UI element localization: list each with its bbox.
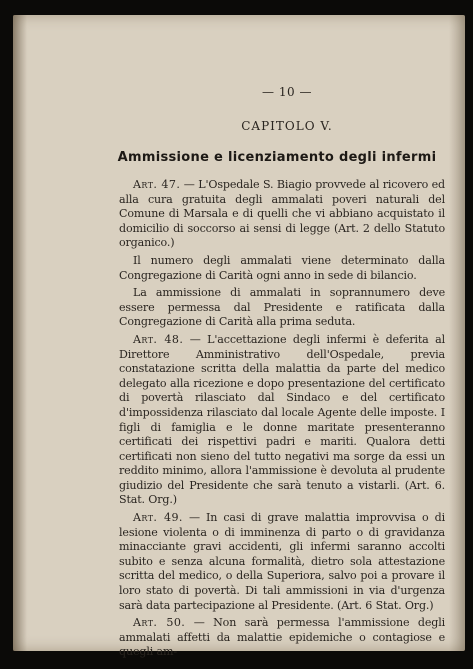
paragraph-text: Il numero degli ammalati viene determinato dalla Congregazione di Carità ogni anno in sede di bilancio. <box>119 253 445 282</box>
article-number: Art. 49. <box>133 511 183 525</box>
paragraph-text: — Non sarà permessa l'ammissione degli ammalati affetti da malattie epidemiche o contagiose e quegli am- <box>119 616 445 659</box>
paragraph-art-50 <box>119 616 445 660</box>
page-content <box>119 85 445 663</box>
paragraph-supernumerary <box>119 286 445 330</box>
paragraph-art-49 <box>119 511 445 613</box>
paragraph-text: — L'Ospedale S. Biagio provvede al ricovero ed alla cura gratuita degli ammalati poveri naturali del Comune di Marsala e di quelli che vi abbiano acquistato il domicilio di soccorso ai sensi di legge (Art. 2 dello Statuto organico.) <box>119 178 445 250</box>
paragraph-text: La ammissione di ammalati in soprannumero deve essere permessa dal Presidente e ratificata dalla Congregazione di Carità alla prima seduta. <box>119 286 445 329</box>
book-page <box>13 15 465 659</box>
paragraph-art-47 <box>119 178 445 251</box>
article-number: Art. 47. <box>133 178 181 191</box>
article-number: Art. 50. <box>133 616 186 630</box>
paragraph-number-of-patients <box>119 254 445 283</box>
paragraph-text: — L'accettazione degli infermi è deferita al Direttore Amministrativo dell'Ospedale, previa constatazione scritta della malattia da parte del medico delegato alla ricezione e dopo presentazione del certificato di povertà rilasciato dal Sindaco e del certificato d'impossidenza rilasciato dal locale Agente delle imposte. I figli di famiglia e le donne maritate presenteranno certificati dei rispettivi padri e mariti. Qualora detti certificati non sieno del tutto negativi ma sorge da essi un reddito minimo, allora l'ammissione è devoluta al prudente giudizio del Presidente che sarà tenuto a vistarli. (Art. 6. Stat. Org.) <box>119 332 445 507</box>
chapter-title: CAPITOLO V. <box>241 119 333 133</box>
page-number: — 10 — <box>262 85 312 99</box>
page-edge-shadow <box>449 15 465 651</box>
paragraph-text: — In casi di grave malattia improvvisa o di lesione violenta o di imminenza di parto o di gravidanza minacciante gravi accidenti, gli infermi saranno accolti subito e senza alcuna formalità, dietro sola attestazione scritta del medico, o della Superiora, salvo poi a provare il loro stato di povertà. Di tali ammissioni in via d'urgenza sarà data partecipazione al Presidente. (Art. 6 Stat. Org.) <box>119 511 445 612</box>
page-gutter-shadow <box>13 15 27 651</box>
paragraph-art-48 <box>119 333 445 508</box>
article-number: Art. 48. <box>133 332 184 346</box>
section-heading: Ammissione e licenziamento degli infermi <box>117 150 437 165</box>
